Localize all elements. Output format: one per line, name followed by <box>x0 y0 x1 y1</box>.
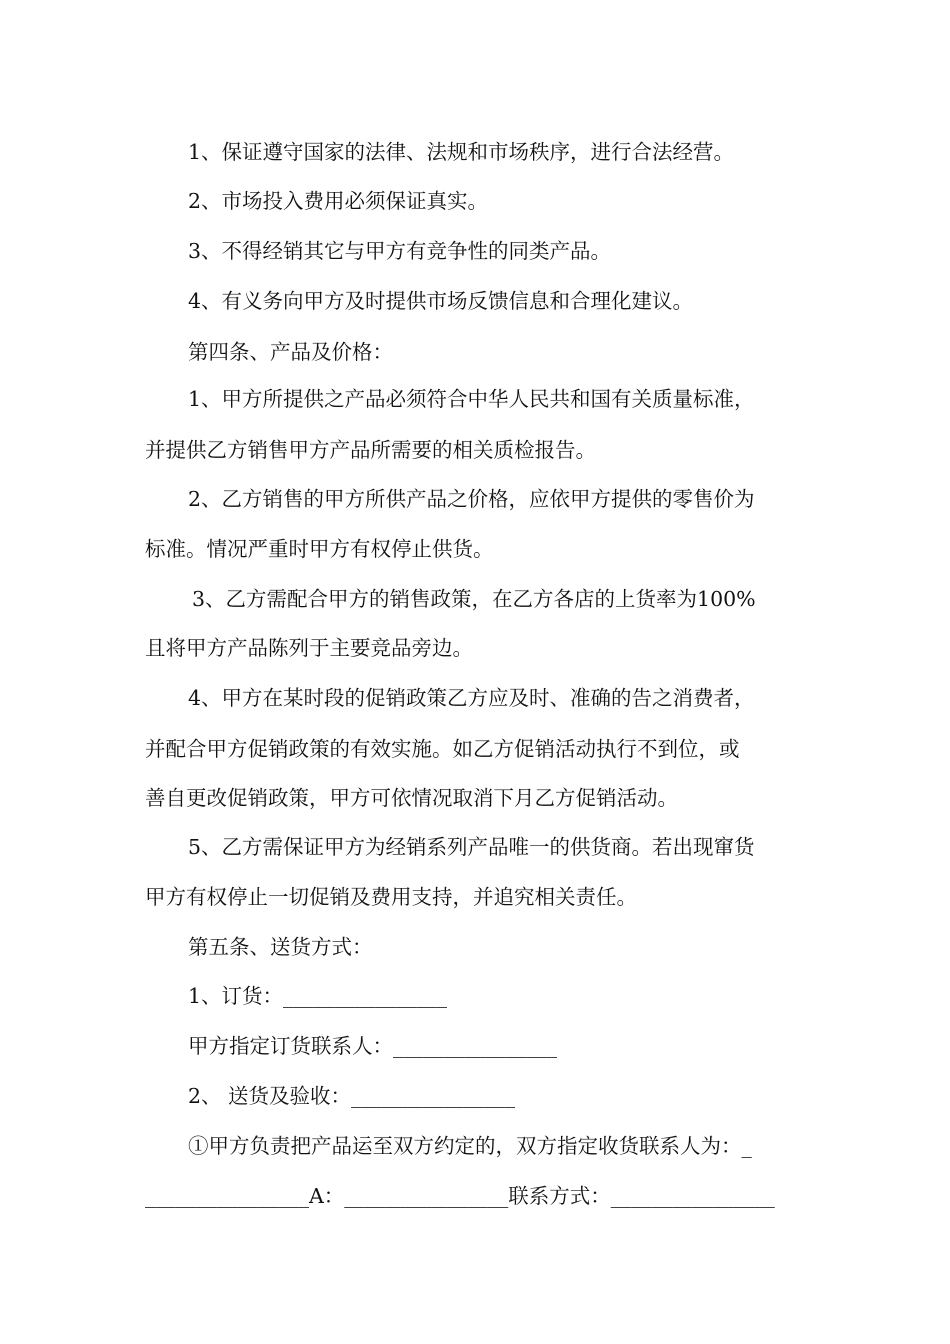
article-4-heading: 第四条、产品及价格： <box>188 340 393 364</box>
article-4-item-4-line-3: 善自更改促销政策，甲方可依情况取消下月乙方促销活动。 <box>145 786 678 810</box>
clause-3-item-4: 4、有义务向甲方及时提供市场反馈信息和合理化建议。 <box>188 289 694 313</box>
article-4-item-1-line-2: 并提供乙方销售甲方产品所需要的相关质检报告。 <box>145 438 596 462</box>
article-5-delivery-clause-line-2: ________________A：________________联系方式：________________ <box>145 1184 775 1208</box>
article-4-item-5-line-2: 甲方有权停止一切促销及费用支持，并追究相关责任。 <box>145 885 637 909</box>
clause-3-item-3: 3、不得经销其它与甲方有竞争性的同类产品。 <box>188 239 612 263</box>
article-5-order-contact: 甲方指定订货联系人：________________ <box>188 1034 557 1058</box>
article-4-item-3-line-2: 且将甲方产品陈列于主要竞品旁边。 <box>145 636 473 660</box>
article-4-item-5-line-1: 5、乙方需保证甲方为经销系列产品唯一的供货商。若出现窜货 <box>188 835 755 859</box>
clause-3-item-2: 2、市场投入费用必须保证真实。 <box>188 189 489 213</box>
article-5-item-2-delivery: 2、 送货及验收：________________ <box>188 1084 516 1108</box>
article-4-item-2-line-2: 标准。情况严重时甲方有权停止供货。 <box>145 537 494 561</box>
article-4-item-4-line-2: 并配合甲方促销政策的有效实施。如乙方促销活动执行不到位，或 <box>145 737 740 761</box>
article-4-item-4-line-1: 4、甲方在某时段的促销政策乙方应及时、准确的告之消费者， <box>188 686 755 710</box>
clause-3-item-1: 1、保证遵守国家的法律、法规和市场秩序，进行合法经营。 <box>188 140 735 164</box>
article-5-delivery-clause-line-1: ①甲方负责把产品运至双方约定的，双方指定收货联系人为：_ <box>188 1134 752 1158</box>
article-5-item-1-order: 1、订货：________________ <box>188 984 448 1008</box>
article-4-item-3-line-1: 3、乙方需配合甲方的销售政策，在乙方各店的上货率为100% <box>192 587 756 611</box>
article-4-item-2-line-1: 2、乙方销售的甲方所供产品之价格，应依甲方提供的零售价为 <box>188 487 755 511</box>
article-4-item-1-line-1: 1、甲方所提供之产品必须符合中华人民共和国有关质量标准， <box>188 387 755 411</box>
article-5-heading: 第五条、送货方式： <box>188 935 373 959</box>
